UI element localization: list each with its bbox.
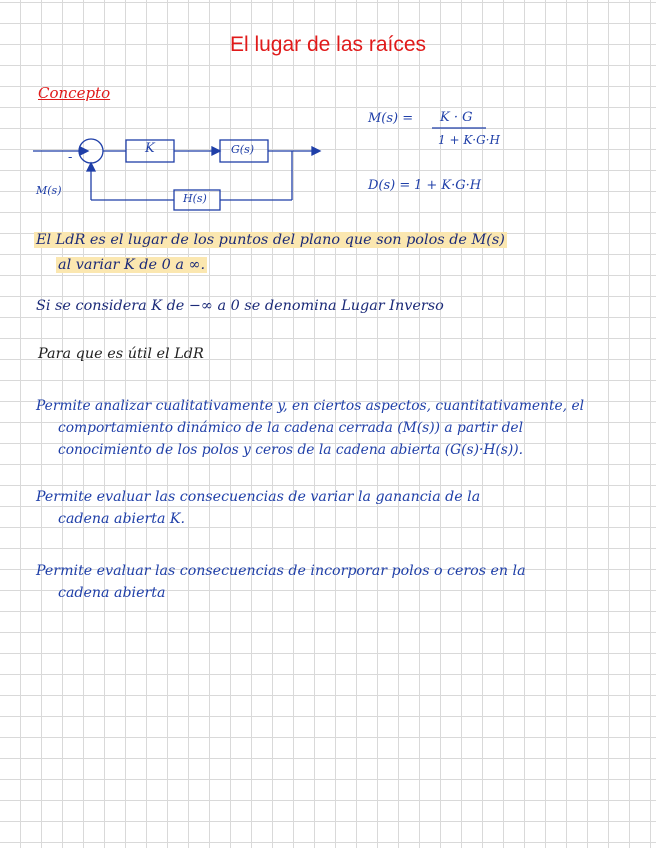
d-formula-label: D(s) = xyxy=(368,178,411,193)
inverse-locus-note: Si se considera K de −∞ a 0 se denomina Lugar Inverso xyxy=(36,298,444,314)
input-arrow xyxy=(80,147,88,155)
concept-heading: Concepto xyxy=(38,84,111,102)
use-item-2-line2: cadena abierta K. xyxy=(58,511,186,527)
use-item-3-line2: cadena abierta xyxy=(58,585,166,601)
use-item-2 xyxy=(36,486,480,530)
d-formula-expression: 1 + K·G·H xyxy=(414,178,482,193)
m-formula-label: M(s) = xyxy=(368,111,414,126)
g-block-label: G(s) xyxy=(231,143,255,156)
usefulness-heading: Para que es útil el LdR xyxy=(38,346,204,362)
ldr-definition xyxy=(34,228,507,278)
use-item-1-line1: Permite analizar cualitativamente y, en ciertos aspectos, cuantitativamente, el xyxy=(36,398,585,414)
use-item-2-line1: Permite evaluar las consecuencias de variar la ganancia de la xyxy=(36,489,481,505)
use-item-1-line3: conocimiento de los polos y ceros de la cadena abierta (G(s)·H(s)). xyxy=(58,442,523,458)
m-formula-denominator: 1 + K·G·H xyxy=(438,133,500,147)
output-arrow xyxy=(312,147,320,155)
k-block-label: K xyxy=(145,141,155,156)
use-item-1 xyxy=(36,395,584,461)
ldr-definition-line2: al variar K de 0 a ∞. xyxy=(58,257,206,273)
h-block-label: H(s) xyxy=(183,192,207,205)
page-title: El lugar de las raíces xyxy=(229,33,427,56)
m-formula-numerator: K · G xyxy=(440,110,473,125)
use-item-3-line1: Permite evaluar las consecuencias de incorporar polos o ceros en la xyxy=(36,563,526,579)
use-item-1-line2: comportamiento dinámico de la cadena cerrada (M(s)) a partir del xyxy=(58,420,524,436)
use-item-3 xyxy=(36,560,526,604)
minus-sign: - xyxy=(68,150,73,165)
feedback-arrow xyxy=(87,163,95,171)
ldr-definition-line1: El LdR es el lugar de los puntos del plano que son polos de M(s) xyxy=(36,232,505,248)
diagram-input-label: M(s) xyxy=(36,184,62,197)
